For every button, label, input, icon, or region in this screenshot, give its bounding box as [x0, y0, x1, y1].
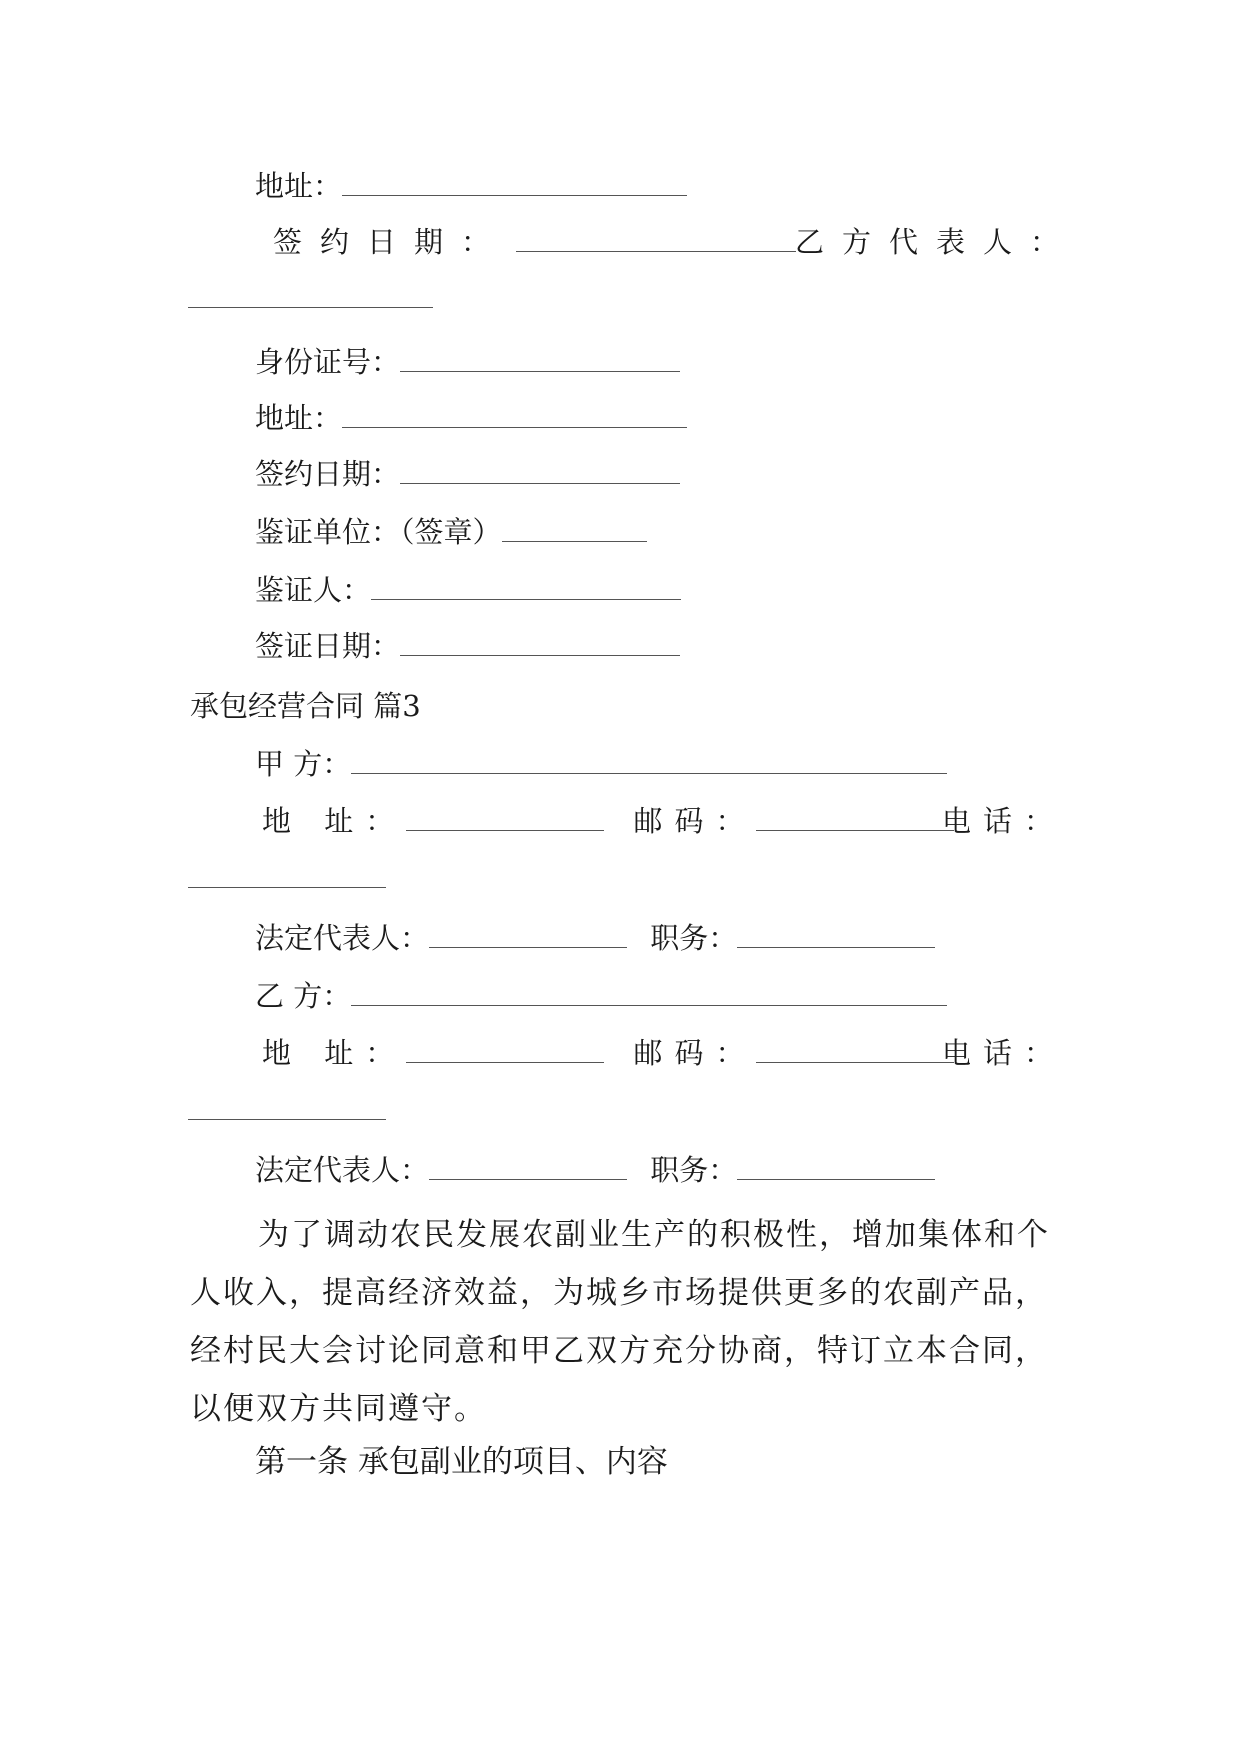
certifier-label: 鉴证人：: [255, 573, 372, 607]
rep-b-label: 乙方代表人：: [795, 225, 1078, 259]
cert-unit-label: 鉴证单位：（签章）: [255, 515, 502, 549]
party-b-rep-label: 法定代表人：: [255, 1153, 430, 1187]
id-label: 身份证号：: [255, 345, 401, 379]
id-blank: [400, 345, 680, 372]
certifier-blank: [371, 573, 681, 600]
party-a-phone-blank-line: [188, 858, 386, 898]
party-a-position-label: 职务：: [650, 921, 738, 955]
sign-date-line-2: [255, 454, 680, 494]
address-blank: [342, 169, 687, 196]
cert-unit-blank: [502, 515, 647, 542]
sign-date-label: 签约日期：: [273, 225, 509, 259]
party-b-label: 乙 方：: [255, 979, 352, 1013]
party-b-position-blank: [737, 1153, 935, 1180]
party-a-zip-blank: [756, 804, 954, 831]
party-a-line: [255, 744, 947, 784]
party-b-phone-blank-line: [188, 1090, 386, 1130]
article-one-heading: 第一条 承包副业的项目、内容: [255, 1444, 668, 1480]
party-b-rep-line: [255, 1150, 935, 1190]
address-label: 地址：: [255, 401, 343, 435]
party-b-address-label: 地 址：: [262, 1036, 407, 1070]
party-b-contact-line: [262, 1033, 954, 1073]
party-b-position-label: 职务：: [650, 1153, 738, 1187]
party-a-rep-blank: [429, 921, 627, 948]
cert-date-label: 签证日期：: [255, 629, 401, 663]
party-a-rep-label: 法定代表人：: [255, 921, 430, 955]
party-a-phone-blank: [188, 861, 386, 888]
certifier-line: [255, 570, 681, 610]
party-a-contact-line: [262, 801, 954, 841]
intro-paragraph: [190, 1206, 1070, 1438]
party-b-rep-blank: [429, 1153, 627, 1180]
party-b-line: [255, 976, 947, 1016]
id-line: [255, 342, 680, 382]
party-b-zip-label: 邮码：: [633, 1036, 757, 1070]
sign-date-blank: [516, 225, 796, 252]
party-a-address-blank: [406, 804, 604, 831]
party-a-zip-label: 邮码：: [633, 804, 757, 838]
cert-date-blank: [400, 629, 680, 656]
rep-b-line: [795, 222, 1077, 262]
party-a-blank: [351, 747, 947, 774]
sign-date-blank: [400, 457, 680, 484]
cert-date-line: [255, 626, 680, 666]
section-title: 承包经营合同 篇3: [190, 689, 421, 723]
party-a-position-blank: [737, 921, 935, 948]
rep-b-blank-line: [188, 278, 433, 318]
party-a-address-label: 地 址：: [262, 804, 407, 838]
intro-paragraph-text: 为了调动农民发展农副业生产的积极性，增加集体和个人收入，提高经济效益，为城乡市场提供更多的农副产品，经村民大会讨论同意和甲乙双方充分协商，特订立本合同，以便双方共同遵守。: [190, 1217, 1050, 1427]
address-line-1: [255, 166, 687, 206]
address-label: 地址：: [255, 169, 343, 203]
party-a-phone-line: [942, 801, 1065, 841]
party-b-phone-line: [942, 1033, 1065, 1073]
sign-date-line: [273, 222, 796, 262]
party-b-address-blank: [406, 1036, 604, 1063]
address-blank: [342, 401, 687, 428]
party-a-label: 甲 方：: [255, 747, 352, 781]
sign-date-label: 签约日期：: [255, 457, 401, 491]
address-line-2: [255, 398, 687, 438]
party-b-blank: [351, 979, 947, 1006]
party-b-phone-blank: [188, 1093, 386, 1120]
party-a-rep-line: [255, 918, 935, 958]
cert-unit-line: [255, 512, 647, 552]
party-a-phone-label: 电话：: [942, 804, 1066, 838]
party-b-phone-label: 电话：: [942, 1036, 1066, 1070]
rep-b-blank: [188, 281, 433, 308]
party-b-zip-blank: [756, 1036, 954, 1063]
